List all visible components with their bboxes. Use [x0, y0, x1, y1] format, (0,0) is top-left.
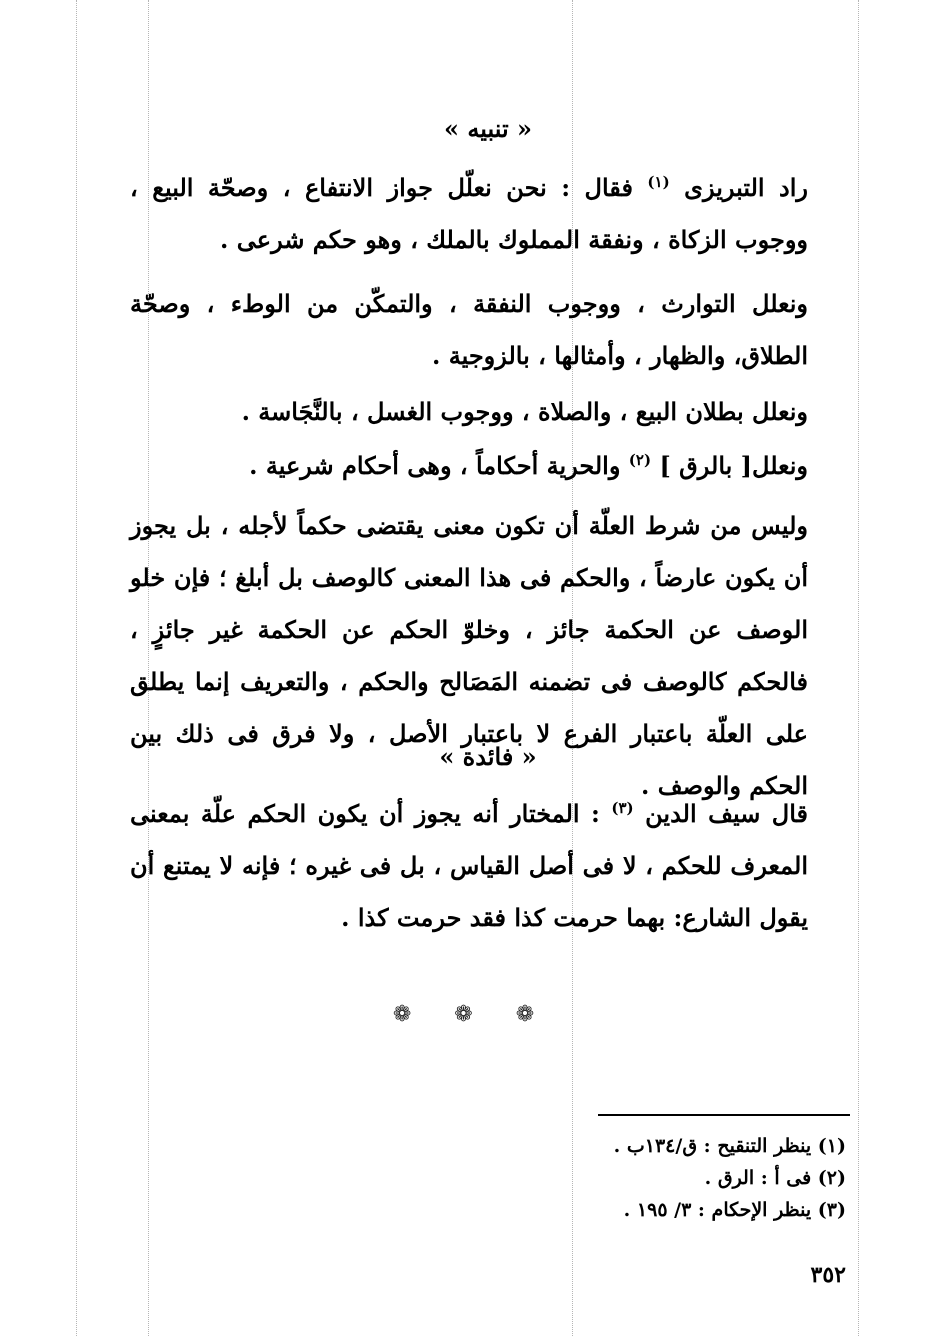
footnote-1: (١) ينظر التنقيح : ق/١٣٤ب . [613, 1135, 846, 1157]
section-heading-faida: « فائدة » [439, 742, 537, 771]
paragraph-text: والحرية أحكاماً ، وهى أحكام شرعية . [249, 451, 629, 480]
body-text-faida [130, 788, 846, 944]
paragraph-text: ونعلل[ بالرق ] [659, 451, 808, 480]
flower-ornament-icon: ❁ [454, 1002, 473, 1027]
footnote-separator [598, 1114, 850, 1116]
section-heading-tanbih: « تنبيه » [444, 114, 532, 143]
scan-margin-guide [858, 0, 859, 1336]
footnotes [430, 1130, 846, 1226]
scan-margin-guide [76, 0, 77, 1336]
footnote-3: (٣) ينظر الإحكام : ٣/ ١٩٥ . [623, 1199, 846, 1221]
paragraph-tabrizi [130, 162, 846, 266]
section-divider-ornaments [0, 1002, 927, 1027]
flower-ornament-icon: ❁ [392, 1002, 412, 1027]
paragraph-najasa: ونعلل بطلان البيع ، والصلاة ، ووجوب الغسل ، بالنَّجَاسة . [241, 397, 808, 426]
paragraph-text: : المختار أنه يجوز أن يكون الحكم علّة بمعنى المعرف للحكم ، لا فى أصل القياس ، بل فى غيره ؛ فإنه لا يمتنع أن يقول الشارع: بهما حرمت كذا فقد حرمت كذا . [130, 799, 808, 932]
paragraph-sayf-al-din [130, 788, 846, 944]
page-number: ٣٥٢ [810, 1262, 846, 1288]
flower-ornament-icon: ❁ [515, 1002, 535, 1027]
paragraph-riq [130, 440, 846, 492]
body-text-tanbih [130, 162, 846, 812]
paragraph-text: راد التبريزى [684, 173, 809, 202]
paragraph-text: فقال : نحن نعلّل جواز الانتفاع ، وصحّة البيع ، ووجوب الزكاة ، ونفقة المملوك بالملك ، وهو حكم شرعى . [130, 173, 808, 254]
footnote-2: (٢) فى أ : الرق . [704, 1167, 846, 1189]
footnote-ref-1: (١) [647, 173, 670, 191]
footnote-ref-2: (٢) [628, 451, 652, 469]
paragraph-zawjiya: ونعلل التوارث ، ووجوب النفقة ، والتمكّن من الوطء ، وصحّة الطلاق، والظهار ، وأمثالها ، بالزوجية . [130, 289, 808, 370]
footnote-ref-3: (٣) [611, 799, 634, 817]
paragraph-illa-condition: وليس من شرط العلّة أن تكون معنى يقتضى حكماً لأجله ، بل يجوز أن يكون عارضاً ، والحكم فى هذا المعنى كالوصف بل أبلغ ؛ فإن خلو الوصف عن الحكمة جائز ، وخلوّ الحكم عن الحكمة غير جائزٍ ، فالحكم كالوصف فى تضمنه المَصَالح والحكم ، والتعريف إنما يطلق على العلّة باعتبار الفرع لا باعتبار الأصل ، ولا فرق فى ذلك بين الحكم والوصف . [130, 511, 809, 800]
paragraph-text: قال سيف الدين [645, 799, 808, 828]
